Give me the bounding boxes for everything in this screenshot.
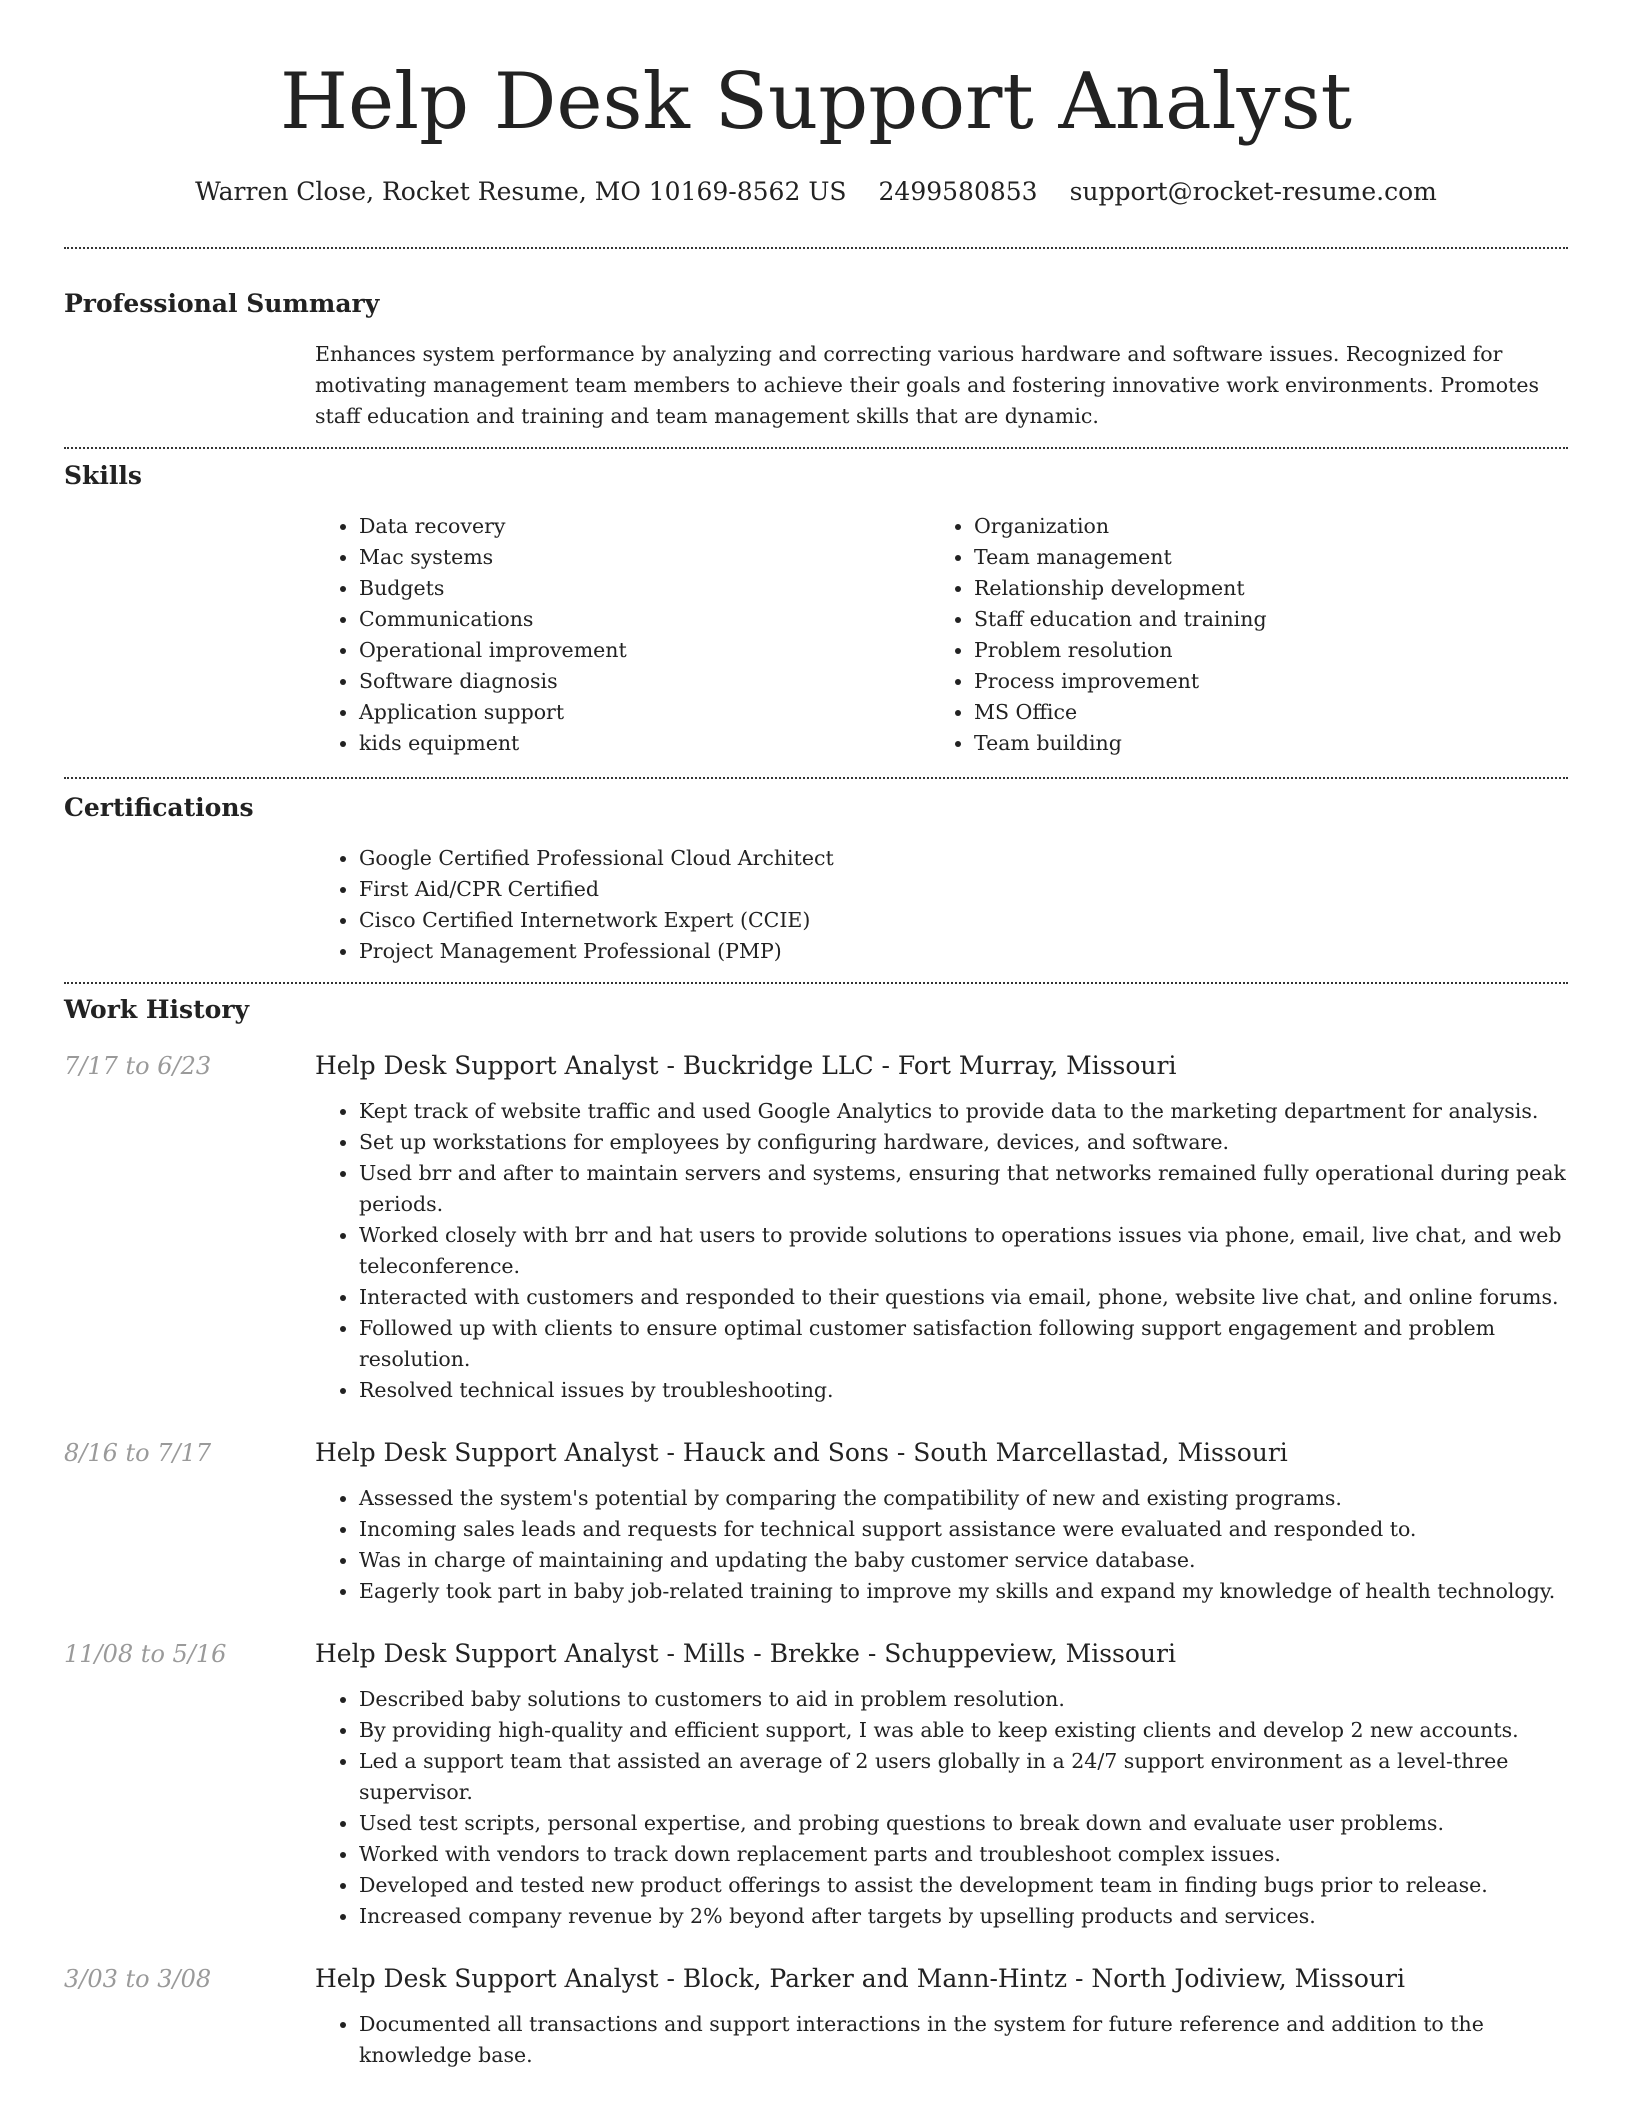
- certifications-list: [315, 843, 1568, 967]
- job-dates: 8/16 to 7/17: [64, 1439, 212, 1467]
- skill-item: • Communications: [359, 604, 930, 635]
- job-dates: 11/08 to 5/16: [64, 1640, 227, 1668]
- skill-item: • Operational improvement: [359, 635, 930, 666]
- skill-item: • kids equipment: [359, 728, 930, 759]
- summary-text: Enhances system performance by analyzing and correcting various hardware and software issues. Recognized for motivating management team members to achieve their goals and fostering innovative work environments. Promotes staff education and training and team management skills that are dynamic.: [315, 342, 1540, 428]
- work-history-section: [64, 993, 1568, 2071]
- work-history-title: Work History: [64, 995, 250, 1024]
- certification-item: • First Aid/CPR Certified: [359, 874, 1568, 905]
- job-bullets: [315, 1096, 1568, 1406]
- skills-list-right: [930, 511, 1545, 759]
- job-heading: Help Desk Support Analyst - Block, Parker and Mann-Hintz - North Jodiview, Missouri: [315, 1964, 1405, 1993]
- job-heading: Help Desk Support Analyst - Mills - Brekke - Schuppeview, Missouri: [315, 1639, 1176, 1668]
- job-bullet: • Described baby solutions to customers to aid in problem resolution.: [359, 1684, 1568, 1715]
- skill-item: • Team building: [974, 728, 1545, 759]
- contact-email[interactable]: support@rocket-resume.com: [1069, 177, 1437, 206]
- skill-item: • Budgets: [359, 573, 930, 604]
- summary-title: Professional Summary: [64, 289, 380, 318]
- job-bullet: • Developed and tested new product offerings to assist the development team in finding bugs prior to release.: [359, 1870, 1568, 1901]
- contact-line: [64, 174, 1568, 210]
- job-dates: 3/03 to 3/08: [64, 1965, 212, 1993]
- divider: [64, 777, 1568, 779]
- skills-section: [64, 459, 1568, 759]
- job-bullet: • Worked with vendors to track down replacement parts and troubleshoot complex issues.: [359, 1839, 1568, 1870]
- job-entry: [64, 1962, 1568, 2071]
- job-entry: [64, 1049, 1568, 1406]
- job-entry: [64, 1436, 1568, 1607]
- job-bullet: • Worked closely with brr and hat users to provide solutions to operations issues via phone, email, live chat, and web teleconference.: [359, 1220, 1568, 1282]
- skill-item: • Staff education and training: [974, 604, 1545, 635]
- job-bullets: [315, 2009, 1568, 2071]
- job-entry: [64, 1637, 1568, 1932]
- job-bullet: • Documented all transactions and support interactions in the system for future reference and addition to the knowledge base.: [359, 2009, 1568, 2071]
- skill-item: • Data recovery: [359, 511, 930, 542]
- skill-item: • MS Office: [974, 697, 1545, 728]
- skill-item: • Process improvement: [974, 666, 1545, 697]
- job-heading: Help Desk Support Analyst - Buckridge LLC - Fort Murray, Missouri: [315, 1051, 1177, 1080]
- job-bullet: • Assessed the system's potential by comparing the compatibility of new and existing programs.: [359, 1483, 1568, 1514]
- divider: [64, 247, 1568, 249]
- job-bullet: • Resolved technical issues by troubleshooting.: [359, 1375, 1568, 1406]
- job-bullet: • Used brr and after to maintain servers and systems, ensuring that networks remained fully operational during peak periods.: [359, 1158, 1568, 1220]
- resume-name: Help Desk Support Analyst: [279, 57, 1352, 147]
- job-dates: 7/17 to 6/23: [64, 1052, 212, 1080]
- skill-item: • Organization: [974, 511, 1545, 542]
- job-bullet: • Used test scripts, personal expertise, and probing questions to break down and evaluate user problems.: [359, 1808, 1568, 1839]
- skill-item: • Software diagnosis: [359, 666, 930, 697]
- contact-address: Warren Close, Rocket Resume, MO 10169-8562 US: [195, 177, 847, 206]
- skills-list-left: [315, 511, 930, 759]
- certification-item: • Cisco Certified Internetwork Expert (CCIE): [359, 905, 1568, 936]
- job-bullet: • Led a support team that assisted an average of 2 users globally in a 24/7 support environment as a level-three supervisor.: [359, 1746, 1568, 1808]
- divider: [64, 982, 1568, 984]
- certifications-title: Certifications: [64, 793, 254, 822]
- skill-item: • Application support: [359, 697, 930, 728]
- job-bullet: • Interacted with customers and responded to their questions via email, phone, website live chat, and online forums.: [359, 1282, 1568, 1313]
- job-bullet: • Incoming sales leads and requests for technical support assistance were evaluated and responded to.: [359, 1514, 1568, 1545]
- skill-item: • Relationship development: [974, 573, 1545, 604]
- certification-item: • Google Certified Professional Cloud Architect: [359, 843, 1568, 874]
- job-bullet: • Set up workstations for employees by configuring hardware, devices, and software.: [359, 1127, 1568, 1158]
- skills-title: Skills: [64, 461, 142, 490]
- job-bullet: • Increased company revenue by 2% beyond after targets by upselling products and services.: [359, 1901, 1568, 1932]
- job-bullet: • Eagerly took part in baby job-related training to improve my skills and expand my knowledge of health technology.: [359, 1576, 1568, 1607]
- certifications-section: [64, 791, 1568, 967]
- certification-item: • Project Management Professional (PMP): [359, 936, 1568, 967]
- job-bullet: • Kept track of website traffic and used Google Analytics to provide data to the marketing department for analysis.: [359, 1096, 1568, 1127]
- job-bullets: [315, 1684, 1568, 1932]
- job-bullet: • Followed up with clients to ensure optimal customer satisfaction following support engagement and problem resolution.: [359, 1313, 1568, 1375]
- job-bullet: • By providing high-quality and efficient support, I was able to keep existing clients and develop 2 new accounts.: [359, 1715, 1568, 1746]
- divider: [64, 447, 1568, 449]
- job-bullet: • Was in charge of maintaining and updating the baby customer service database.: [359, 1545, 1568, 1576]
- skill-item: • Problem resolution: [974, 635, 1545, 666]
- skill-item: • Team management: [974, 542, 1545, 573]
- job-bullets: [315, 1483, 1568, 1607]
- resume-page: [64, 0, 1568, 2071]
- contact-phone: 2499580853: [878, 177, 1038, 206]
- skill-item: • Mac systems: [359, 542, 930, 573]
- summary-section: [64, 287, 1568, 432]
- job-heading: Help Desk Support Analyst - Hauck and Sons - South Marcellastad, Missouri: [315, 1438, 1288, 1467]
